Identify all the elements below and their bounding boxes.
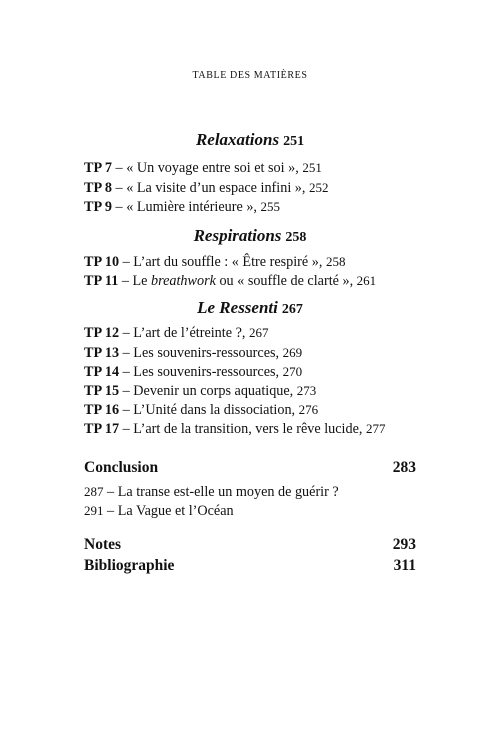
toc-subentry[interactable] (84, 484, 339, 501)
entry-title: « Lumière intérieure », (126, 199, 261, 215)
tp-number: TP 13 (84, 345, 120, 361)
entry-title: Devenir un corps aquatique, (133, 383, 297, 399)
entry-page: 273 (296, 383, 317, 398)
entry-dash: – (119, 254, 134, 270)
entry-dash: – (119, 402, 134, 418)
tp-number: TP 8 (84, 180, 112, 196)
entry-dash: – (119, 325, 134, 341)
entry-page: 270 (282, 364, 303, 379)
entry-dash: – (119, 364, 134, 380)
entry-title: L’art de la transition, vers le rêve lucide, (133, 421, 366, 437)
entry-title-post: ou « souffle de clarté », (215, 273, 357, 289)
entry-dash: – (118, 273, 133, 289)
entry-dash: – (112, 199, 127, 215)
running-head: TABLE DES MATIÈRES (192, 70, 308, 81)
section-page: 251 (283, 134, 305, 149)
tp-number: TP 11 (84, 273, 119, 289)
tp-number: TP 14 (84, 364, 120, 380)
entry-page: 258 (325, 254, 346, 269)
entry-dash: – (119, 345, 134, 361)
entry-page: 267 (248, 325, 269, 340)
entry-page: 276 (298, 402, 319, 417)
section-title: Relaxations (195, 130, 280, 149)
entry-title: « La visite d’un espace infini », (126, 180, 309, 196)
entry-title: « Un voyage entre soi et soi », (126, 160, 303, 176)
bibliography-label: Bibliographie (84, 557, 175, 574)
tp-number: TP 12 (84, 325, 120, 341)
conclusion-label: Conclusion (84, 459, 159, 476)
entry-title-italic: breathwork (151, 273, 216, 289)
notes-label: Notes (84, 536, 122, 553)
conclusion-page: 283 (392, 459, 416, 476)
entry-page: 252 (309, 180, 329, 195)
entry-title: L’art du souffle : « Être respiré », (133, 254, 326, 270)
section-page: 267 (281, 302, 303, 317)
subentry-page: 287 (84, 484, 104, 499)
entry-dash: – (112, 180, 127, 196)
entry-dash: – (119, 383, 134, 399)
tp-number: TP 10 (84, 254, 120, 270)
entry-page: 269 (282, 345, 303, 360)
toc-entry-tp8[interactable] (84, 180, 329, 197)
tp-number: TP 9 (84, 199, 112, 215)
toc-entry-tp9[interactable] (84, 199, 280, 216)
subentry-title: – La Vague et l’Océan (103, 503, 234, 519)
entry-title: L’art de l’étreinte ?, (133, 325, 249, 341)
tp-number: TP 17 (84, 421, 120, 437)
entry-page: 261 (356, 273, 377, 288)
toc-entry-tp15[interactable] (84, 383, 316, 400)
tp-number: TP 7 (84, 160, 112, 176)
section-heading-respirations (0, 226, 500, 246)
section-title: Respirations (193, 226, 282, 245)
toc-bibliography[interactable] (84, 557, 416, 575)
toc-notes[interactable] (84, 536, 416, 554)
toc-entry-tp11[interactable] (84, 273, 376, 290)
toc-entry-tp13[interactable] (84, 345, 302, 362)
section-heading-le-ressenti (0, 298, 500, 318)
entry-title: L’Unité dans la dissociation, (133, 402, 299, 418)
tp-number: TP 15 (84, 383, 120, 399)
toc-entry-tp7[interactable] (84, 160, 322, 177)
section-page: 258 (285, 230, 307, 245)
entry-title: Les souvenirs-ressources, (133, 364, 283, 380)
section-title: Le Ressenti (197, 298, 278, 317)
entry-title: Les souvenirs-ressources, (133, 345, 283, 361)
toc-entry-tp16[interactable] (84, 402, 318, 419)
toc-entry-tp12[interactable] (84, 325, 268, 342)
entry-page: 255 (260, 199, 281, 214)
toc-entry-tp10[interactable] (84, 254, 345, 271)
notes-page: 293 (392, 536, 416, 553)
toc-subentry[interactable] (84, 503, 234, 520)
toc-conclusion[interactable] (84, 459, 416, 477)
bibliography-page: 311 (393, 557, 416, 574)
tp-number: TP 16 (84, 402, 120, 418)
entry-title-pre: Le (132, 273, 151, 289)
toc-entry-tp14[interactable] (84, 364, 302, 381)
entry-dash: – (119, 421, 134, 437)
subentry-page: 291 (84, 503, 104, 518)
toc-entry-tp17[interactable] (84, 421, 385, 438)
section-heading-relaxations (0, 130, 500, 150)
entry-page: 251 (302, 160, 322, 175)
entry-dash: – (112, 160, 127, 176)
entry-page: 277 (365, 421, 386, 436)
subentry-title: – La transe est-elle un moyen de guérir ? (103, 484, 339, 500)
